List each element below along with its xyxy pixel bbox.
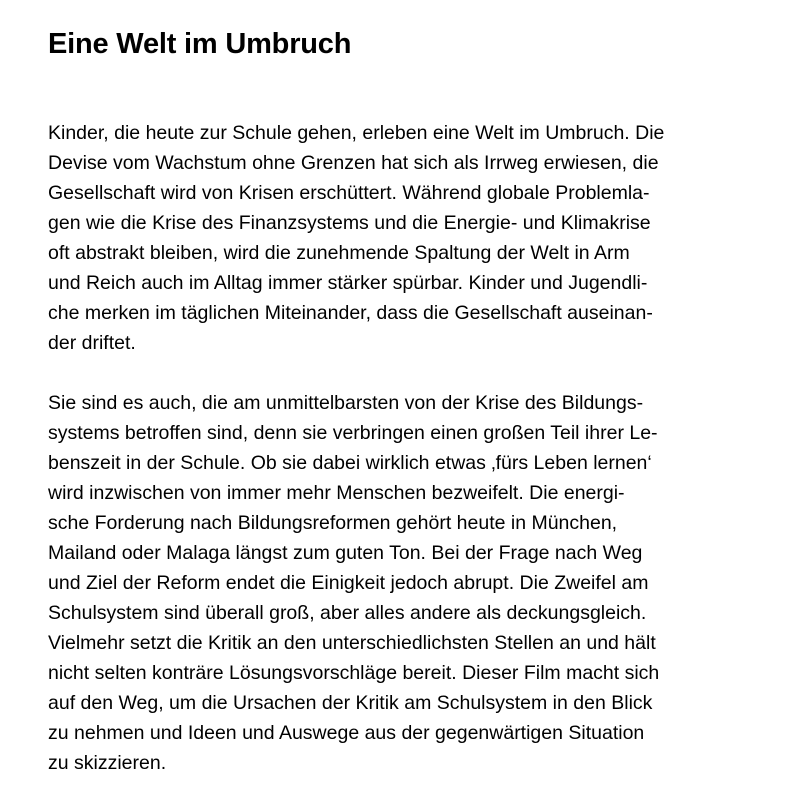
text-line: Schulsystem sind überall groß, aber alles andere als deckungsgleich.	[48, 602, 647, 624]
text-line: oft abstrakt bleiben, wird die zunehmende Spaltung der Welt in Arm	[48, 242, 630, 264]
text-line: benszeit in der Schule. Ob sie dabei wirklich etwas ‚fürs Leben lernen‘	[48, 452, 652, 474]
text-line: systems betroffen sind, denn sie verbringen einen großen Teil ihrer Le-	[48, 422, 658, 444]
text-line: che merken im täglichen Miteinander, dass die Gesellschaft auseinan-	[48, 302, 653, 324]
text-line: und Ziel der Reform endet die Einigkeit jedoch abrupt. Die Zweifel am	[48, 572, 649, 594]
text-line: nicht selten konträre Lösungsvorschläge bereit. Dieser Film macht sich	[48, 662, 660, 684]
text-line: zu nehmen und Ideen und Auswege aus der gegenwärtigen Situation	[48, 722, 645, 744]
text-line: Gesellschaft wird von Krisen erschüttert. Während globale Problemla-	[48, 182, 650, 204]
text-line: Vielmehr setzt die Kritik an den unterschiedlichsten Stellen an und hält	[48, 632, 656, 654]
paragraph-2	[48, 388, 768, 778]
text-line: Kinder, die heute zur Schule gehen, erleben eine Welt im Umbruch. Die	[48, 122, 665, 144]
text-line: Devise vom Wachstum ohne Grenzen hat sich als Irrweg erwiesen, die	[48, 152, 659, 174]
paragraph-spacer	[48, 358, 768, 388]
text-line: wird inzwischen von immer mehr Menschen bezweifelt. Die energi-	[48, 482, 625, 504]
article-title: Eine Welt im Umbruch	[48, 28, 352, 60]
text-line: sche Forderung nach Bildungsreformen gehört heute in München,	[48, 512, 618, 534]
text-line: der driftet.	[48, 332, 136, 354]
text-line: auf den Weg, um die Ursachen der Kritik am Schulsystem in den Blick	[48, 692, 653, 714]
text-line: und Reich auch im Alltag immer stärker spürbar. Kinder und Jugendli-	[48, 272, 648, 294]
text-line: zu skizzieren.	[48, 752, 167, 774]
text-line: Mailand oder Malaga längst zum guten Ton. Bei der Frage nach Weg	[48, 542, 643, 564]
text-line: gen wie die Krise des Finanzsystems und die Energie- und Klimakrise	[48, 212, 651, 234]
article-body	[48, 118, 768, 778]
paragraph-1	[48, 118, 768, 358]
text-line: Sie sind es auch, die am unmittelbarsten von der Krise des Bildungs-	[48, 392, 644, 414]
